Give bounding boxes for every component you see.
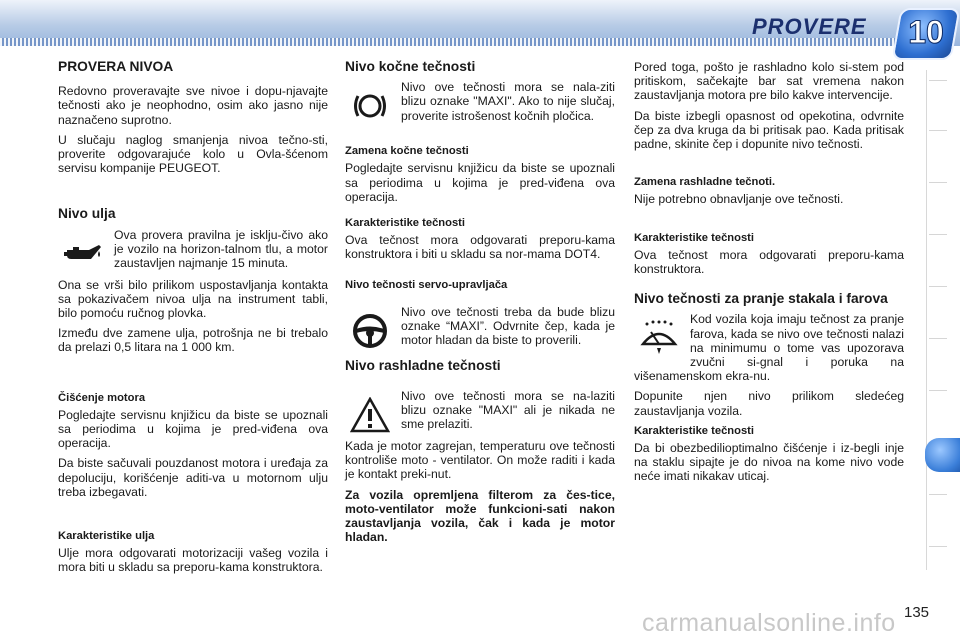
side-tab[interactable]: [929, 286, 947, 287]
subsection-title: Nivo kočne tečnosti: [345, 59, 476, 74]
paragraph: Dopunite njen nivo prilikom sledećeg zaustavljanja vozila.: [634, 389, 904, 418]
paragraph: Pogledajte servisnu knjižicu da biste se upoznali sa periodima u kojima je pred-viđena ova operacija.: [58, 407, 328, 451]
paragraph: Između dve zamene ulja, potrošnja ne bi trebalo da prelazi 0,5 litara na 1 000 km.: [58, 326, 328, 355]
subheading: Karakteristike tečnosti: [634, 231, 755, 244]
paragraph: Da biste sačuvali pouzdanost motora i uređaja za depoluciju, korišćenje aditi-va u motornom ulju treba izbegavati.: [58, 456, 328, 499]
side-tab[interactable]: [929, 390, 947, 391]
column-middle: [345, 60, 615, 550]
subsection-title: Nivo rashladne tečnosti: [345, 357, 501, 373]
subsection-title: Nivo ulja: [58, 206, 116, 222]
washer-fluid-icon: [634, 314, 684, 362]
side-tab[interactable]: [929, 234, 947, 235]
chapter-number: 10: [908, 14, 944, 50]
paragraph: Ova tečnost mora odgovarati preporu-kama konstruktora i biti u skladu sa nor-mama DOT4.: [345, 233, 615, 262]
side-tab[interactable]: [929, 338, 947, 339]
side-tab[interactable]: [929, 494, 947, 495]
warning-note: Za vozila opremljena filterom za čes-tice, moto-ventilator može funkcioni-sati nakon zaustavljanja vozila, čak i kada je motor hladan.: [345, 487, 615, 545]
paragraph: Nije potrebno obnavljanje ove tečnosti.: [634, 192, 844, 207]
column-left: [58, 60, 328, 581]
paragraph: Nivo ove tečnosti mora se na-laziti blizu oznake "MAXI" ali je nikada ne sme prelaziti.: [401, 389, 615, 432]
coolant-warning-icon: [345, 391, 395, 439]
paragraph: U slučaju naglog smanjenja nivoa tečno-sti, proverite odgovarajuće kolo u Ovla-šćenom servisu kompanije PEUGEOT.: [58, 132, 328, 176]
paragraph: Ona se vrši bilo prilikom uspostavljanja kontakta sa pokazivačem nivoa ulja na instrument tabli, bilo pomoću ručnog plovka.: [58, 277, 328, 321]
side-tab[interactable]: [929, 80, 947, 81]
subsection-title: Nivo tečnosti za pranje stakala i farova: [634, 291, 888, 307]
paragraph: Redovno proveravajte sve nivoe i dopu-njavajte tečnosti ako je neophodno, osim ako jasno nije naznačeno suprotno.: [58, 84, 328, 127]
section-title: PROVERA NIVOA: [58, 59, 174, 74]
brake-warning-icon: [345, 82, 395, 130]
chapter-title: PROVERE: [752, 14, 867, 39]
oil-can-icon: [58, 230, 108, 278]
side-tab[interactable]: [929, 182, 947, 183]
paragraph: Kada je motor zagrejan, temperaturu ove tečnosti kontroliše moto - ventilator. On može raditi i kada je kontakt preki-nut.: [345, 439, 615, 482]
paragraph: Ova tečnost mora odgovarati preporu-kama konstruktora.: [634, 247, 904, 277]
subheading: Zamena kočne tečnosti: [345, 145, 469, 158]
page-number: 135: [904, 604, 930, 621]
column-right: [634, 60, 904, 490]
steering-wheel-icon: [345, 307, 395, 355]
paragraph: Pogledajte servisnu knjižicu da biste se upoznali sa periodima u kojima je pred-viđena ova operacija.: [345, 161, 615, 204]
paragraph: Da biste izbegli opasnost od opekotina, odvrnite čep za dva kruga da bi pritisak pao. Kada pritisak padne, skinite čep i dopunite nivo tečnosti.: [634, 108, 904, 152]
subheading: Karakteristike tečnosti: [634, 424, 755, 437]
chapter-side-tabs: [926, 70, 960, 570]
paragraph: Ova provera pravilna je isklju-čivo ako je vozilo na horizon-talnom tlu, a motor zaustavljen najmanje 15 minuta.: [114, 227, 328, 271]
paragraph: Pored toga, pošto je rashladno kolo si-stem pod pritiskom, sačekajte bar sat vremena nakon zaustavljanja motora pre bilo kakve intervencije.: [634, 60, 904, 103]
side-tab-active[interactable]: [925, 438, 960, 472]
subheading: Karakteristike ulja: [58, 530, 155, 543]
paragraph: Nivo ove tečnosti treba da bude blizu oznake “MAXI”. Odvrnite čep, kada je motor hladan da biste to proverili.: [401, 304, 615, 348]
side-tab[interactable]: [929, 546, 947, 547]
subheading: Čišćenje motora: [58, 391, 146, 404]
subheading: Nivo tečnosti servo-upravljača: [345, 278, 508, 291]
paragraph: Ulje mora odgovarati motorizaciji vašeg vozila i mora biti u skladu sa preporu-kama konstruktora.: [58, 546, 328, 575]
paragraph: Nivo ove tečnosti mora se nala-ziti blizu oznake "MAXI". Ako to nije slučaj, proverite istrošenost kočnih pločica.: [401, 80, 615, 123]
paragraph: Kod vozila koja imaju tečnost za pranje farova, kada se nivo ove tečnosti nalazi na minimumu o tome vas upozorava zvučni si-gnal i poruka na višenamenskom ekra-nu.: [634, 312, 904, 384]
watermark: carmanualsonline.info: [642, 609, 896, 637]
subheading: Karakteristike tečnosti: [345, 217, 466, 230]
paragraph: Da bi obezbedilioptimalno čišćenje i iz-begli inje na staklu sipajte je do nivoa na kome nivo vode neće imati nikakav uticaj.: [634, 441, 904, 484]
side-tab[interactable]: [929, 130, 947, 131]
subheading: Zamena rashladne tečnoti.: [634, 176, 776, 189]
